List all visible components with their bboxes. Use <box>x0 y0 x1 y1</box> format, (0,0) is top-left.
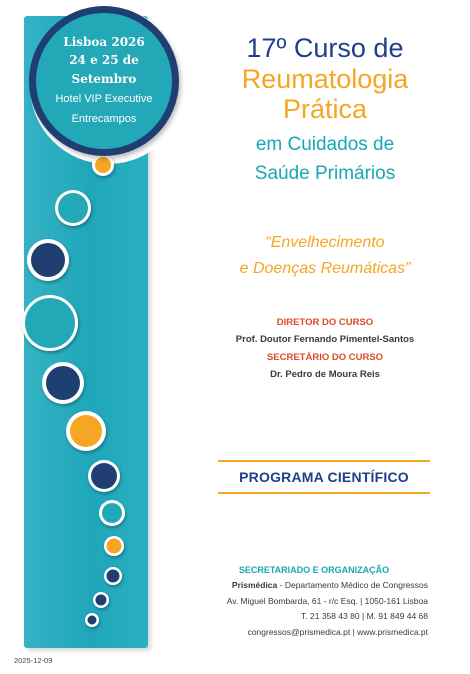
course-faculty <box>200 314 450 384</box>
director-name: Prof. Doutor Fernando Pimentel-Santos <box>235 334 415 345</box>
title-line-5: Saúde Primários <box>254 163 396 184</box>
course-theme <box>190 230 460 282</box>
title-line-1: 17º Curso de <box>246 33 404 63</box>
program-label: PROGRAMA CIENTÍFICO <box>239 469 409 485</box>
program-rule-bottom <box>218 492 430 494</box>
print-date: 2025-12-09 <box>14 656 53 665</box>
secretariat-phones: T. 21 358 43 80 | M. 91 849 44 68 <box>301 611 428 621</box>
theme-line-1: “Envelhecimento <box>265 234 385 251</box>
program-rule-top <box>218 460 430 462</box>
secretary-name: Dr. Pedro de Moura Reis <box>270 369 380 380</box>
program-heading <box>218 460 430 494</box>
secretariat-block <box>200 563 428 640</box>
course-title <box>180 32 470 188</box>
org-name: Prismédica <box>231 580 278 590</box>
title-line-3: Prática <box>282 94 368 124</box>
theme-line-2: e Doenças Reumáticas” <box>239 260 411 277</box>
event-city-year: Lisboa 2026 <box>63 34 145 49</box>
event-info-badge <box>29 6 179 156</box>
secretariat-address: Av. Miguel Bombarda, 61 - r/c Esq. | 1050-161 Lisboa <box>226 595 428 606</box>
event-venue-line2: Entrecampos <box>71 112 137 125</box>
title-line-4: em Cuidados de <box>255 134 395 155</box>
secretariat-contact: congressos@prismedica.pt | www.prismedica.pt <box>247 626 428 637</box>
event-venue-line1: Hotel VIP Executive <box>55 92 153 105</box>
secretariat-heading: SECRETARIADO E ORGANIZAÇÃO <box>238 565 390 575</box>
title-line-2: Reumatologia <box>241 64 409 94</box>
event-dates: 24 e 25 de Setembro <box>69 52 139 86</box>
org-description: - Departamento Médico de Congressos <box>277 580 428 590</box>
secretary-role: SECRETÁRIO DO CURSO <box>266 352 384 363</box>
event-info-badge-inner <box>36 13 172 149</box>
secretariat-org <box>200 578 428 594</box>
director-role: DIRETOR DO CURSO <box>276 317 374 328</box>
